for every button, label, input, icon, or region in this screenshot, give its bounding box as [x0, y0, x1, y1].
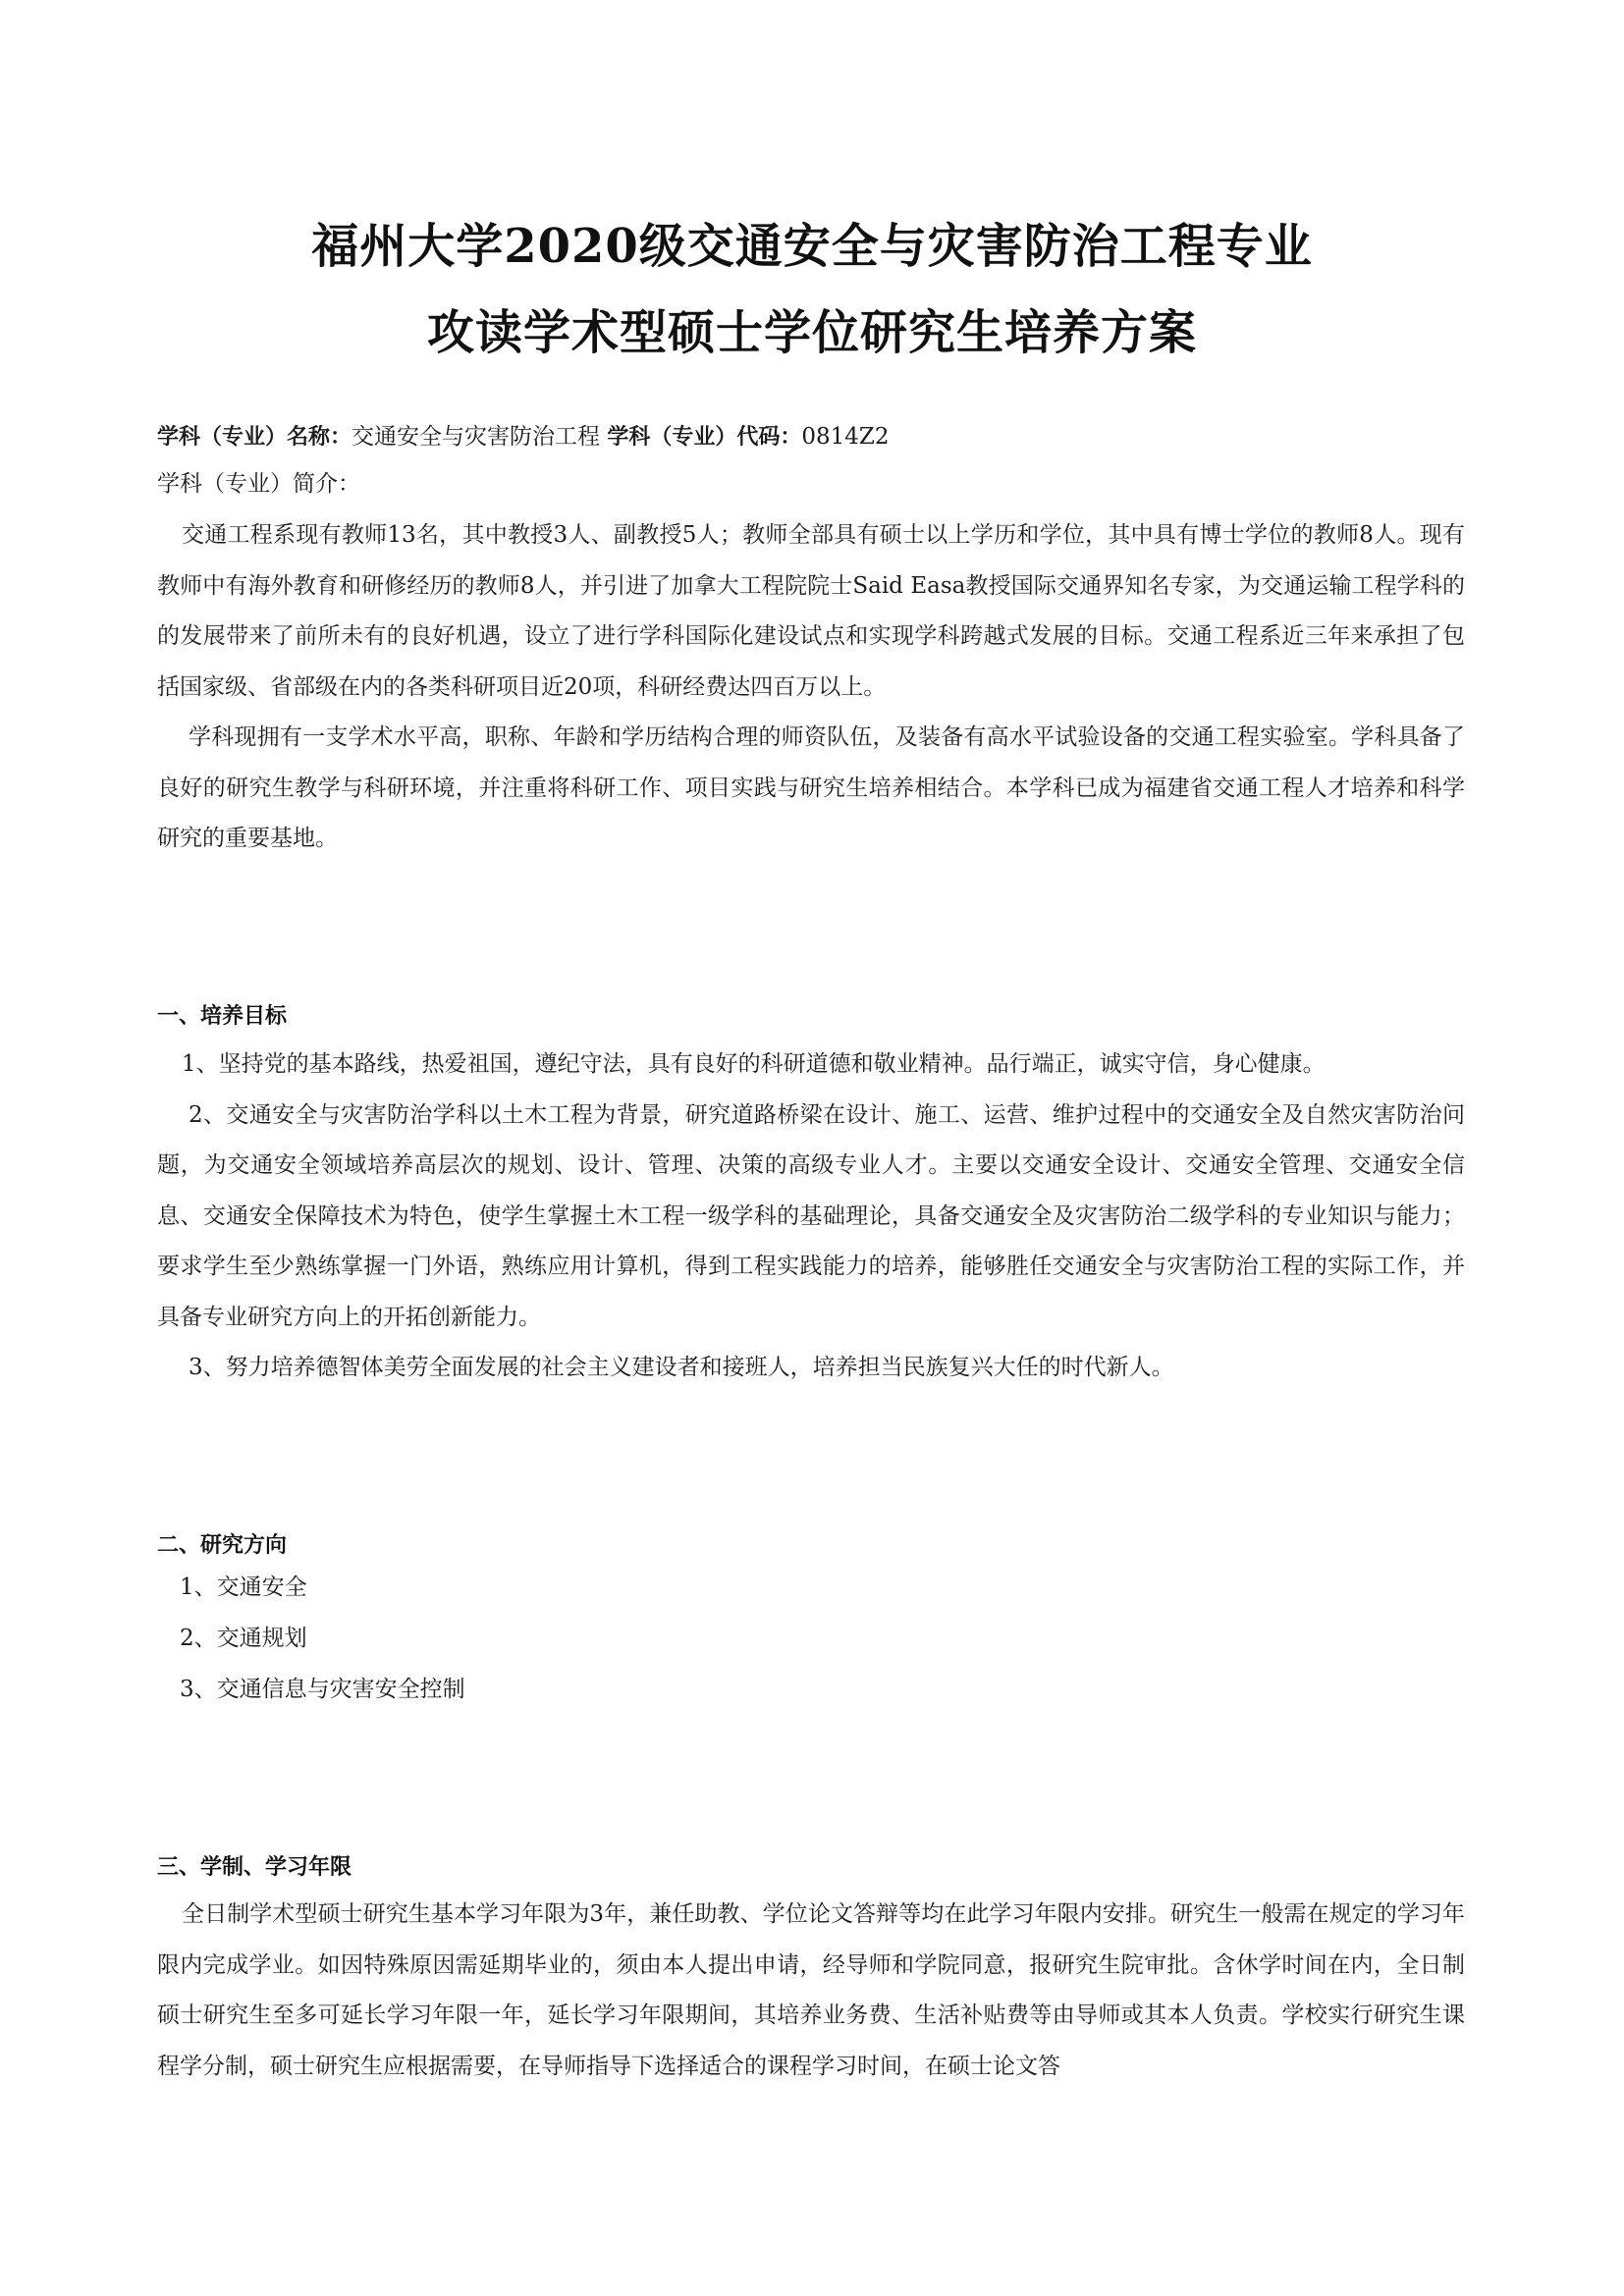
intro-label: 学科（专业）简介： — [157, 471, 360, 497]
section-heading-training-goals: 一、培养目标 — [157, 1004, 288, 1029]
goal-item-2: 2、交通安全与灾害防治学科以土木工程为背景，研究道路桥梁在设计、施工、运营、维护过程中的交通安全及自然灾害防治问题，为交通安全领域培养高层次的规划、设计、管理、决策的高级专业人才。主要以交通安全设计、交通安全管理、交通安全信息、交通安全保障技术为特色，使学生掌握土木工程一级学科的基础理论，具备交通安全及灾害防治二级学科的专业知识与能力；要求学生至少熟练掌握一门外语，熟练应用计算机，得到工程实践能力的培养，能够胜任交通安全与灾害防治工程的实际工作，并具备专业研究方向上的开拓创新能力。 — [157, 1101, 1465, 1330]
section-heading-duration: 三、学制、学习年限 — [157, 1855, 352, 1880]
intro-section — [157, 510, 1465, 865]
duration-paragraph: 全日制学术型硕士研究生基本学习年限为3年，兼任助教、学位论文答辩等均在此学习年限内安排。研究生一般需在规定的学习年限内完成学业。如因特殊原因需延期毕业的，须由本人提出申请，经导师和学院同意，报研究生院审批。含休学时间在内，全日制硕士研究生至多可延长学习年限一年，延长学习年限期间，其培养业务费、生活补贴费等由导师或其本人负责。学校实行研究生课程学分制，硕士研究生应根据需要，在导师指导下选择适合的课程学习时间，在硕士论文答 — [157, 1901, 1465, 2079]
intro-paragraph-1: 交通工程系现有教师13名，其中教授3人、副教授5人；教师全部具有硕士以上学历和学位，其中具有博士学位的教师8人。现有教师中有海外教育和研修经历的教师8人，并引进了加拿大工程院院士Said Easa教授国际交通界知名专家，为交通运输工程学科的的发展带来了前所未有的良好机遇，设立了进行学科国际化建设试点和实现学科跨越式发展的目标。交通工程系近三年来承担了包括国家级、省部级在内的各类科研项目近20项，科研经费达四百万以上。 — [157, 522, 1465, 700]
duration-body — [157, 1890, 1465, 2092]
document-title-line2: 攻读学术型硕士学位研究生培养方案 — [426, 305, 1197, 360]
subject-code-label: 学科（专业）代码： — [607, 425, 802, 450]
document-title-line1: 福州大学2020级交通安全与灾害防治工程专业 — [311, 219, 1313, 274]
goal-item-1: 1、坚持党的基本路线，热爱祖国，遵纪守法，具有良好的科研道德和敬业精神。品行端正，诚实守信，身心健康。 — [182, 1051, 1326, 1077]
section-heading-research-directions: 二、研究方向 — [157, 1533, 288, 1558]
subject-name-value: 交通安全与灾害防治工程 — [352, 424, 601, 450]
research-direction-1: 1、交通安全 — [180, 1575, 307, 1600]
research-direction-2: 2、交通规划 — [180, 1626, 307, 1651]
subject-info-line — [157, 412, 1465, 463]
training-goals-body — [157, 1040, 1465, 1394]
subject-name-label: 学科（专业）名称： — [157, 425, 352, 450]
goal-item-3: 3、努力培养德智体美劳全面发展的社会主义建设者和接班人，培养担当民族复兴大任的时代新人。 — [189, 1355, 1174, 1380]
research-direction-3: 3、交通信息与灾害安全控制 — [180, 1677, 465, 1702]
intro-paragraph-2: 学科现拥有一支学术水平高，职称、年龄和学历结构合理的师资队伍，及装备有高水平试验设备的交通工程实验室。学科具备了良好的研究生教学与科研环境，并注重将科研工作、项目实践与研究生培养相结合。本学科已成为福建省交通工程人才培养和科学研究的重要基地。 — [157, 724, 1465, 851]
subject-code-value: 0814Z2 — [801, 424, 890, 450]
